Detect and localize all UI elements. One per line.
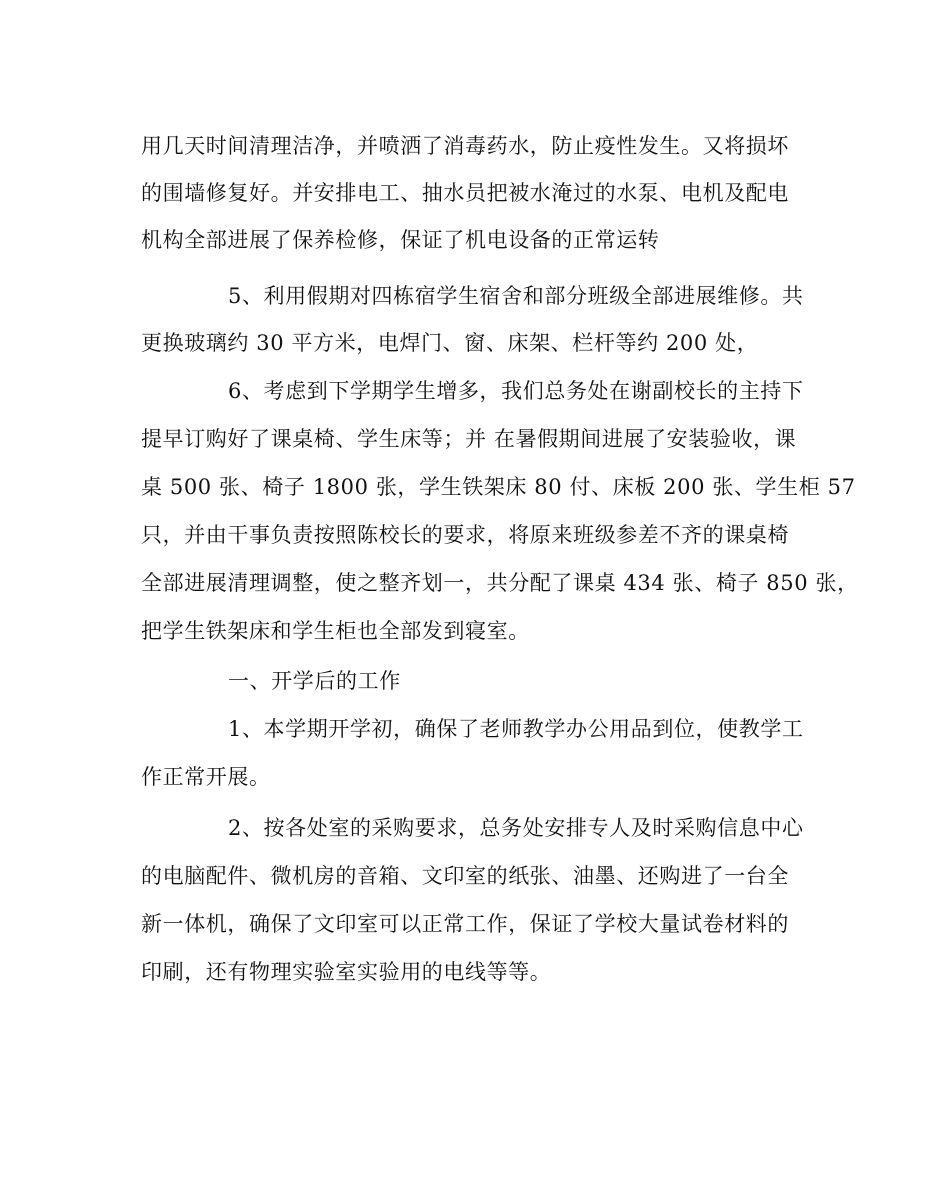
text-line: 提早订购好了课桌椅、学生床等；并 在暑假期间进展了安装验收，课	[141, 427, 797, 451]
text-line: 全部进展清理调整，使之整齐划一，共分配了课桌 434 张、椅子 850 张，	[141, 571, 859, 595]
text-line: 机构全部进展了保养检修，保证了机电设备的正常运转	[141, 228, 660, 252]
text-line: 桌 500 张、椅子 1800 张，学生铁架床 80 付、床板 200 张、学生柜 57	[141, 475, 856, 499]
text-line: 用几天时间清理洁净，并喷洒了消毒药水，防止疫性发生。又将损坏	[141, 134, 789, 158]
paragraph-start-line: 6、考虑到下学期学生增多，我们总务处在谢副校长的主持下	[228, 379, 804, 403]
text-line: 新一体机，确保了文印室可以正常工作，保证了学校大量试卷材料的	[141, 912, 789, 936]
text-line: 印刷，还有物理实验室实验用的电线等等。	[141, 960, 552, 984]
text-line: 更换玻璃约 30 平方米，电焊门、窗、床架、栏杆等约 200 处，	[141, 331, 759, 355]
text-line: 的电脑配件、微机房的音箱、文印室的纸张、油墨、还购进了一台全	[141, 864, 789, 888]
paragraph-start-line: 2、按各处室的采购要求，总务处安排专人及时采购信息中心	[228, 816, 804, 840]
section-heading: 一、开学后的工作	[228, 669, 401, 693]
paragraph-start-line: 5、利用假期对四栋宿学生宿舍和部分班级全部进展维修。共	[228, 284, 804, 308]
text-line: 作正常开展。	[141, 765, 271, 789]
text-line: 把学生铁架床和学生柜也全部发到寝室。	[141, 619, 530, 643]
paragraph-start-line: 1、本学期开学初，确保了老师教学办公用品到位，使教学工	[228, 717, 804, 741]
text-line: 的围墙修复好。并安排电工、抽水员把被水淹过的水泵、电机及配电	[141, 181, 789, 205]
text-line: 只，并由干事负责按照陈校长的要求，将原来班级参差不齐的课桌椅	[141, 523, 789, 547]
